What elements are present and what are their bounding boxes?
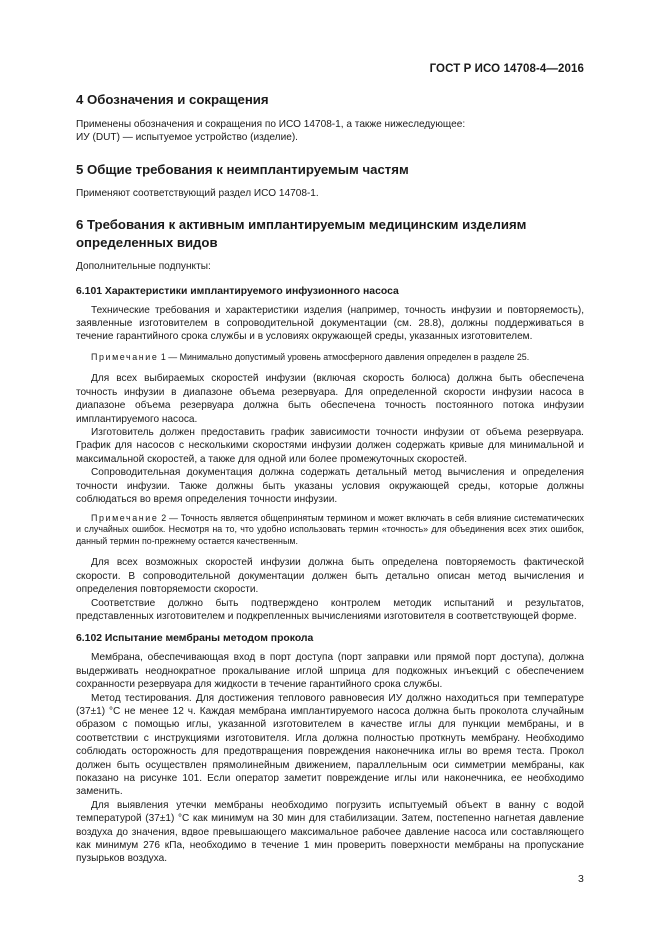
document-id-header: ГОСТ Р ИСО 14708-4—2016 [429, 63, 584, 75]
subsection-6101-paragraph-4: Сопроводительная документация должна содержать детальный метод вычисления и определения точности инфузии. Также должны быть указаны условия окружающей среды, которые должны соблюдаться во время определения точности инфузии. [76, 467, 584, 506]
section-5-paragraph: Применяют соответствующий раздел ИСО 14708-1. [76, 187, 319, 199]
section-4-paragraph: Применены обозначения и сокращения по ИСО 14708-1, а также нижеследующее: [76, 119, 466, 130]
section-6-paragraph: Дополнительные подпункты: [76, 261, 211, 273]
subsection-6102-paragraph-2: Метод тестирования. Для достижения теплового равновесия ИУ должно находиться при температуре (37±1) °С не менее 12 ч. Каждая мембрана имплантируемого насоса должна быть проколота случайным образом с помощью иглы, указанной изготовителем в качестве иглы для пункции мембраны, и в соответствии с инструкциями изготовителя. Игла должна полностью проткнуть мембрану. Необходимо соблюдать осторожность для предотвращения повреждения наконечника иглы во время теста. Прокол должен быть осуществлен прямолинейным движением, параллельным оси симметрии мембраны, как показано на рисунке 101. Если оператор заметит повреждение иглы или наконечника, ее необходимо заменить. [76, 692, 584, 798]
subsection-6101-paragraph-6: Соответствие должно быть подтверждено контролем методик испытаний и результатов, представленных изготовителем и подкрепленных вычислениями изготовителя в соответствующей форме. [76, 597, 584, 622]
section-4-abbreviation: ИУ (DUT) — испытуемое устройство (изделие). [76, 132, 298, 144]
subsection-6101-paragraph-2: Для всех выбираемых скоростей инфузии (включая скорость болюса) должна быть обеспечена точность инфузии в диапазоне объема резервуара. Для определенной скорости инфузии насоса в диапазоне объема резервуара должна быть обеспечена точность постоянного потока инфузии имплантируемого насоса. [76, 373, 584, 425]
subsection-6102-paragraph-3: Для выявления утечки мембраны необходимо погрузить испытуемый объект в ванну с водой температурой (37±1) °С как минимум на 30 мин для стабилизации. Затем, постепенно нагнетая давление воздуха до значения, вдвое превышающего максимальное рабочее давление насоса или составляющего как минимум 276 кПа, необходимо в течение 1 мин проверить поверхности мембраны на пропускание пузырьков воздуха. [76, 799, 584, 865]
note-2-text: 2 — Точность является общепринятым термином и может включать в себя влияние систематических и случайных ошибок. Несмотря на то, что удобно использовать термин «точность» для объединения всех этих ошибок, данный термин по-прежнему остается качественным. [76, 512, 584, 546]
note-1-label: Примечание [91, 351, 159, 362]
section-6-heading-line2: определенных видов [76, 235, 218, 251]
subsection-6102-paragraph-1: Мембрана, обеспечивающая вход в порт доступа (порт заправки или прямой порт доступа), должна выдерживать неоднократное прокалывание иглой шприца для подкожных инъекций с обеспечением сохранности резервуара для жидкости в течение гарантийного срока службы. [76, 652, 584, 691]
subsection-6101-paragraph-5: Для всех возможных скоростей инфузии должна быть определена повторяемость фактической скорости. В сопроводительной документации должен быть детально описан метод вычисления и определения повторяемости скорости. [76, 557, 584, 596]
note-2-label: Примечание [91, 512, 159, 523]
subsection-6101-heading: 6.101 Характеристики имплантируемого инфузионного насоса [76, 285, 399, 297]
subsection-6101-paragraph-3: Изготовитель должен предоставить график зависимости точности инфузии от объема резервуара. График для насосов с несколькими скоростями инфузии должен содержать кривые для минимальной и максимальной скоростей, а также для одной или более промежуточных скоростей. [76, 427, 584, 465]
page-number: 3 [578, 873, 584, 885]
section-5-heading: 5 Общие требования к неимплантируемым частям [76, 161, 409, 177]
section-6-heading-line1: 6 Требования к активным имплантируемым медицинским изделиям [76, 217, 527, 233]
section-4-heading: 4 Обозначения и сокращения [76, 92, 269, 107]
subsection-6101-paragraph-1: Технические требования и характеристики изделия (например, точность инфузии и повторяемость), заявленные изготовителем в сопроводительной документации (см. 28.8), должны поддерживаться в течение гарантийного срока службы и в условиях окружающей среды, указанных изготовителем. [76, 304, 584, 343]
page-content [76, 92, 584, 866]
subsection-6102-heading: 6.102 Испытание мембраны методом прокола [76, 633, 314, 645]
note-1-text: 1 — Минимально допустимый уровень атмосферного давления определен в разделе 25. [158, 351, 530, 362]
note-2 [76, 513, 584, 548]
note-1 [76, 352, 584, 364]
